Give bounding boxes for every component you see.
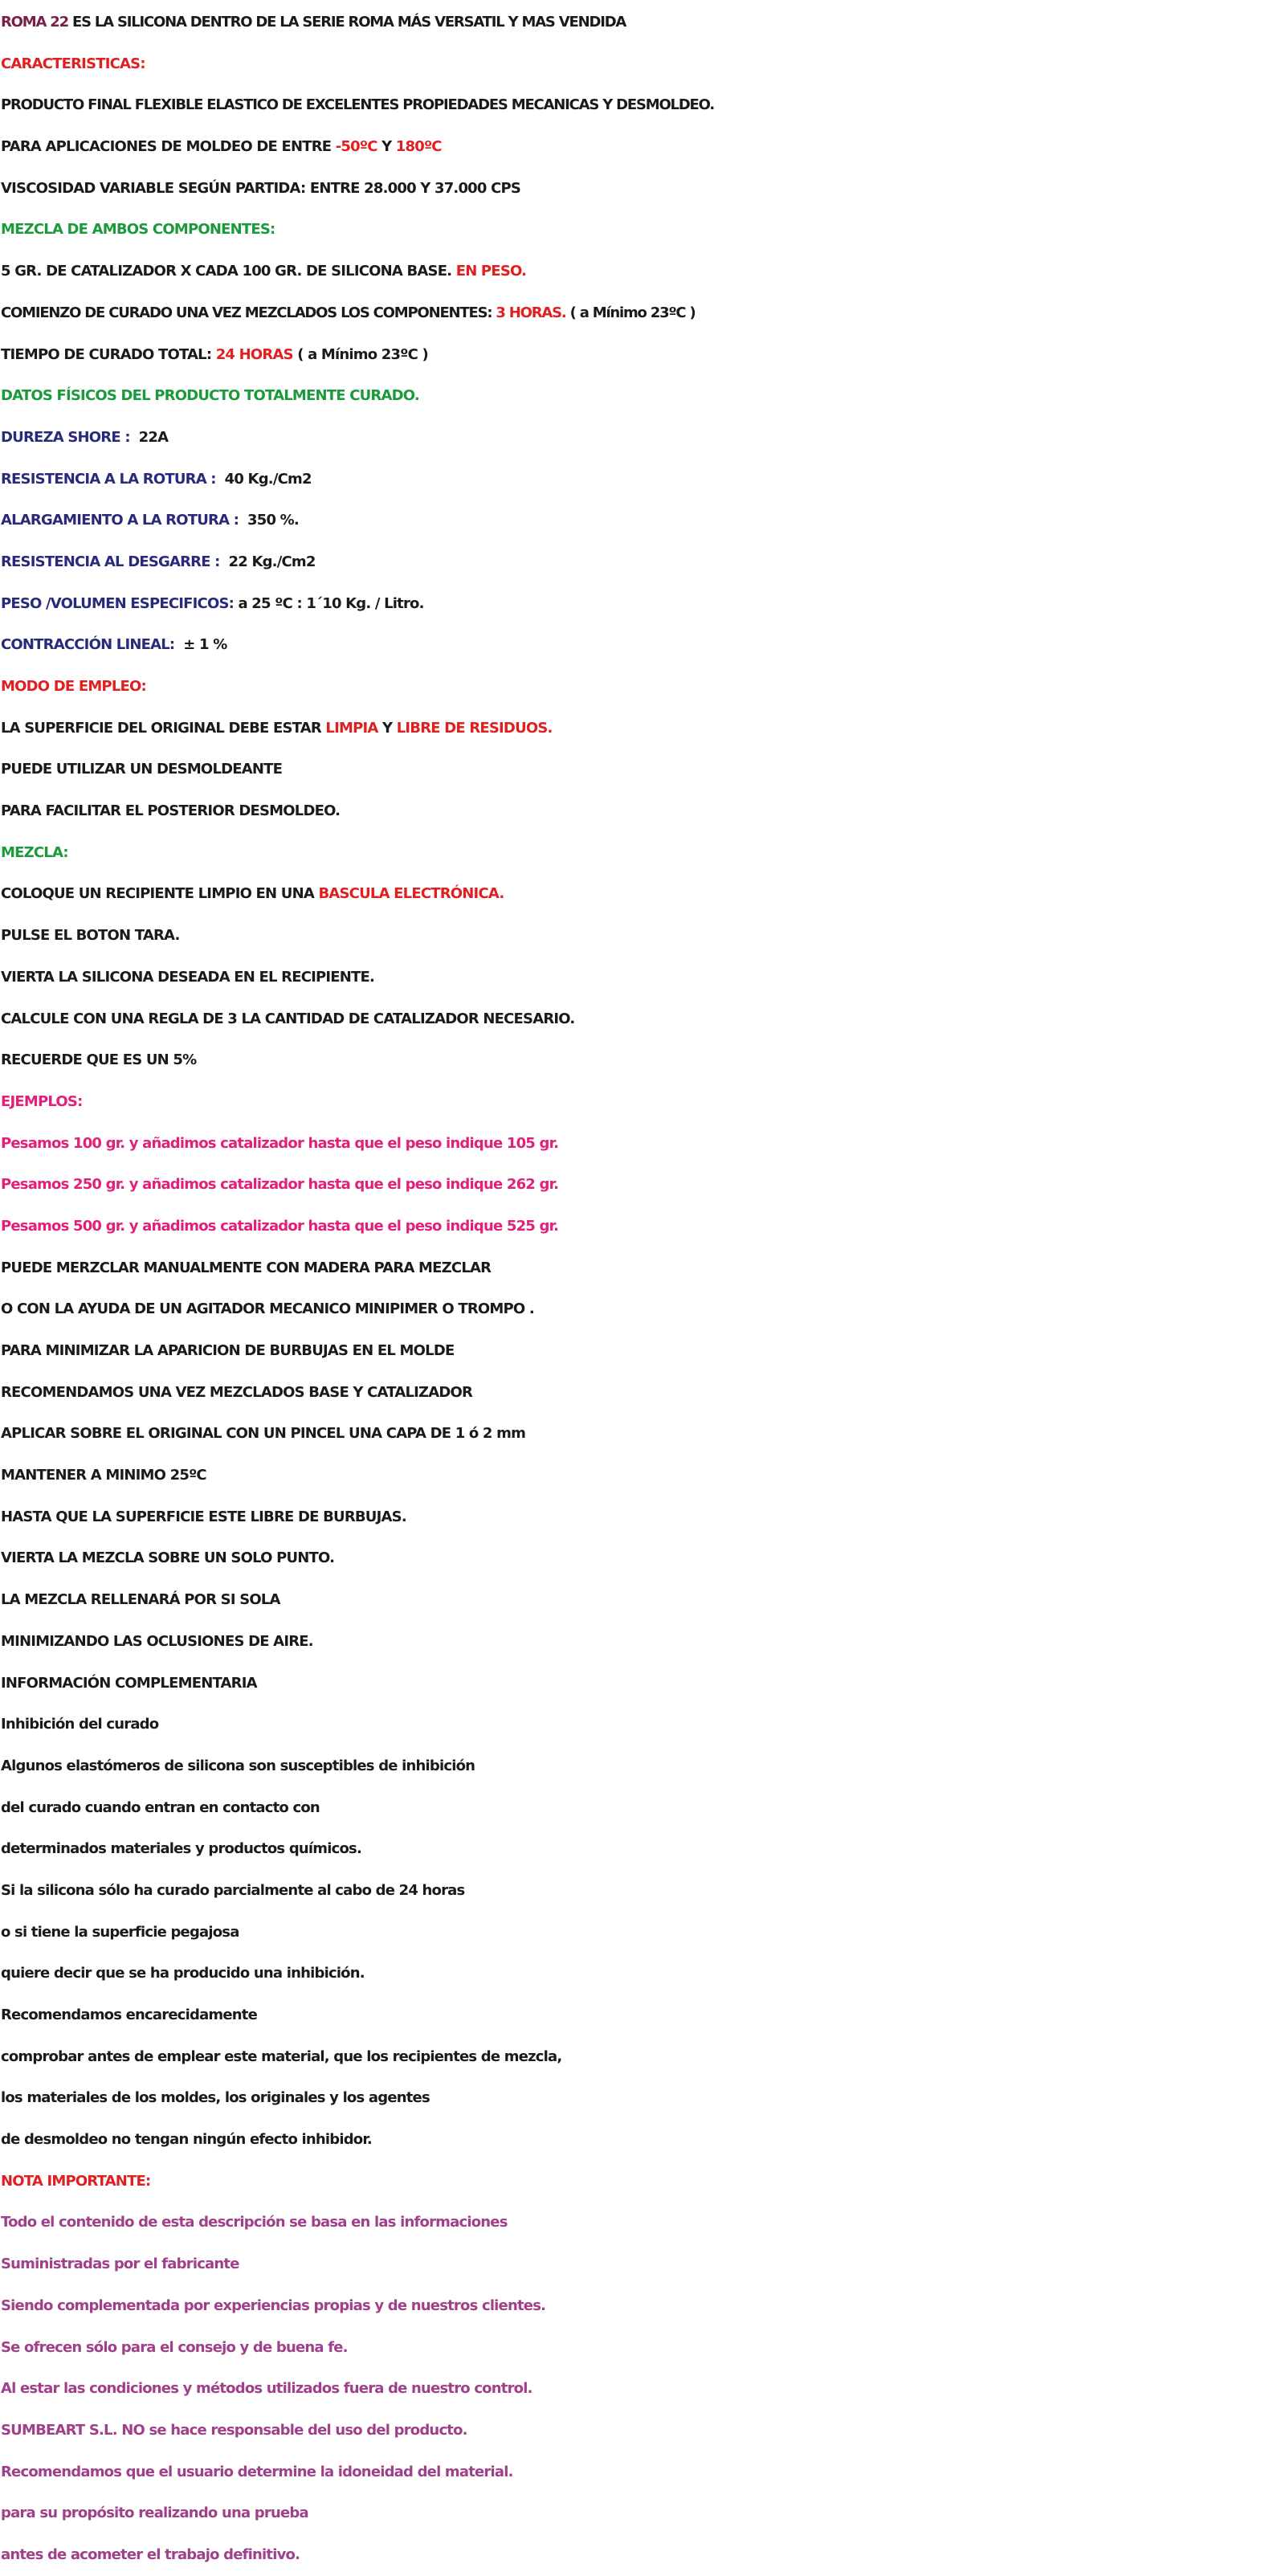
text-line (0, 1164, 1281, 1206)
text-line (0, 873, 1281, 915)
text-segment: Recomendamos encarecidamente (1, 2007, 258, 2023)
text-line (0, 1288, 1281, 1330)
text-segment: MINIMIZANDO LAS OCLUSIONES DE AIRE. (1, 1632, 313, 1650)
text-segment: 22 Kg./Cm2 (219, 553, 316, 570)
text-segment: Recomendamos que el usuario determine la idoneidad del material. (1, 2463, 513, 2480)
text-line (0, 209, 1281, 251)
text-line (0, 2492, 1281, 2534)
text-segment: EJEMPLOS: (1, 1092, 83, 1110)
text-line (0, 2202, 1281, 2243)
text-segment: del curado cuando entran en contacto con (1, 1798, 320, 1816)
text-line (0, 1912, 1281, 1953)
text-line (0, 1704, 1281, 1745)
text-segment: MODO DE EMPLEO: (1, 678, 146, 695)
text-line (0, 1039, 1281, 1081)
text-line (0, 500, 1281, 541)
text-segment: Al estar las condiciones y métodos utilizados fuera de nuestro control. (1, 2380, 532, 2398)
text-line (0, 168, 1281, 210)
text-segment: CONTRACCIÓN LINEAL: (1, 636, 175, 654)
text-line (0, 957, 1281, 998)
text-segment: Si la silicona sólo ha curado parcialmente al cabo de 24 horas (1, 1881, 465, 1899)
text-line (0, 790, 1281, 832)
text-line (0, 2, 1281, 43)
text-line (0, 417, 1281, 459)
text-segment: RESISTENCIA A LA ROTURA : (1, 470, 216, 488)
text-line (0, 2410, 1281, 2451)
text-segment: ± 1 % (174, 636, 227, 654)
text-segment: 5 GR. DE CATALIZADOR X CADA 100 GR. DE SILICONA BASE. (1, 263, 456, 280)
text-segment: Inhibición del curado (1, 1716, 159, 1733)
text-segment: ROMA 22 (1, 14, 68, 31)
text-line (0, 2036, 1281, 2078)
text-line (0, 666, 1281, 708)
text-segment: MEZCLA: (1, 843, 68, 861)
text-segment: Pesamos 500 gr. y añadimos catalizador hasta que el peso indique 525 gr. (1, 1217, 559, 1235)
text-line (0, 1496, 1281, 1538)
text-line (0, 375, 1281, 417)
text-segment: LIMPIA (325, 719, 378, 737)
text-segment: RECUERDE QUE ES UN 5% (1, 1051, 197, 1069)
text-line (0, 1828, 1281, 1870)
text-segment: 24 HORAS (215, 345, 293, 363)
text-segment: COLOQUE UN RECIPIENTE LIMPIO EN UNA (1, 885, 319, 903)
text-segment: DATOS FÍSICOS DEL PRODUCTO TOTALMENTE CURADO. (1, 387, 419, 405)
text-line (0, 2368, 1281, 2410)
text-line (0, 1247, 1281, 1289)
text-segment: CALCULE CON UNA REGLA DE 3 LA CANTIDAD DE CATALIZADOR NECESARIO. (1, 1010, 575, 1027)
text-segment: comprobar antes de emplear este material, que los recipientes de mezcla, (1, 2047, 562, 2065)
text-segment: O CON LA AYUDA DE UN AGITADOR MECANICO MINIPIMER O TROMPO . (1, 1300, 534, 1318)
text-segment: 350 %. (239, 512, 299, 529)
text-segment: Todo el contenido de esta descripción se basa en las informaciones (1, 2214, 508, 2231)
text-line (0, 292, 1281, 334)
text-line (0, 1579, 1281, 1621)
text-segment: MANTENER A MINIMO 25ºC (1, 1467, 206, 1484)
text-line (0, 1953, 1281, 1994)
text-line (0, 1081, 1281, 1123)
text-segment: LA MEZCLA RELLENARÁ POR SI SOLA (1, 1591, 280, 1609)
text-segment: Suministradas por el fabricante (1, 2256, 239, 2273)
text-line (0, 1621, 1281, 1663)
text-line (0, 2077, 1281, 2119)
text-segment: PARA FACILITAR EL POSTERIOR DESMOLDEO. (1, 802, 341, 820)
text-line (0, 708, 1281, 749)
text-segment: Pesamos 100 gr. y añadimos catalizador hasta que el peso indique 105 gr. (1, 1134, 559, 1152)
text-line (0, 624, 1281, 666)
text-line (0, 459, 1281, 500)
text-line (0, 541, 1281, 583)
text-segment: RECOMENDAMOS UNA VEZ MEZCLADOS BASE Y CATALIZADOR (1, 1383, 473, 1401)
text-segment: Y (377, 138, 396, 156)
text-segment: VIERTA LA MEZCLA SOBRE UN SOLO PUNTO. (1, 1549, 335, 1567)
text-segment: PARA MINIMIZAR LA APARICION DE BURBUJAS EN EL MOLDE (1, 1342, 455, 1359)
text-segment: VISCOSIDAD VARIABLE SEGÚN PARTIDA: ENTRE 28.000 Y 37.000 CPS (1, 179, 521, 197)
text-line (0, 2534, 1281, 2576)
text-line (0, 583, 1281, 625)
text-line (0, 1413, 1281, 1455)
text-segment: PULSE EL BOTON TARA. (1, 927, 180, 945)
text-segment: LA SUPERFICIE DEL ORIGINAL DEBE ESTAR (1, 719, 326, 737)
text-line (0, 334, 1281, 376)
text-segment: COMIENZO DE CURADO UNA VEZ MEZCLADOS LOS COMPONENTES: (1, 304, 496, 321)
text-segment: o si tiene la superficie pegajosa (1, 1923, 239, 1941)
text-line (0, 1994, 1281, 2036)
text-segment: ( a Mínimo 23ºC ) (292, 345, 428, 363)
text-segment: PESO /VOLUMEN ESPECIFICOS: (1, 594, 235, 612)
text-segment: TIEMPO DE CURADO TOTAL: (1, 345, 216, 363)
text-segment: PARA APLICACIONES DE MOLDEO DE ENTRE (1, 138, 336, 156)
text-segment: para su propósito realizando una prueba (1, 2505, 308, 2522)
text-segment: CARACTERISTICAS: (1, 55, 145, 72)
text-segment: -50ºC (335, 138, 377, 156)
text-segment: Y (377, 719, 397, 737)
text-line (0, 1745, 1281, 1787)
text-segment: Siendo complementada por experiencias propias y de nuestros clientes. (1, 2296, 546, 2314)
text-line (0, 915, 1281, 957)
text-segment: HASTA QUE LA SUPERFICIE ESTE LIBRE DE BURBUJAS. (1, 1508, 406, 1525)
text-segment: Algunos elastómeros de silicona son susceptibles de inhibición (1, 1757, 475, 1774)
text-segment: MEZCLA DE AMBOS COMPONENTES: (1, 221, 275, 239)
text-segment: determinados materiales y productos químicos. (1, 1840, 361, 1858)
text-segment: DUREZA SHORE : (1, 428, 130, 446)
text-line (0, 998, 1281, 1040)
text-segment: los materiales de los moldes, los originales y los agentes (1, 2089, 430, 2107)
text-segment: EN PESO. (455, 263, 527, 280)
text-segment: de desmoldeo no tengan ningún efecto inhibidor. (1, 2131, 372, 2149)
text-segment: LIBRE DE RESIDUOS. (396, 719, 553, 737)
text-segment: antes de acometer el trabajo definitivo. (1, 2545, 300, 2563)
text-line (0, 126, 1281, 168)
text-line (0, 1206, 1281, 1247)
text-line (0, 749, 1281, 790)
text-segment: RESISTENCIA AL DESGARRE : (1, 553, 220, 570)
text-line (0, 43, 1281, 85)
text-segment: 40 Kg./Cm2 (215, 470, 312, 488)
text-line (0, 2119, 1281, 2161)
text-segment: ES LA SILICONA DENTRO DE LA SERIE ROMA MÁS VERSATIL Y MAS VENDIDA (67, 14, 626, 31)
text-segment: 180ºC (395, 138, 442, 156)
text-segment: INFORMACIÓN COMPLEMENTARIA (1, 1674, 257, 1692)
text-segment: 22A (129, 428, 169, 446)
text-segment: 3 HORAS. (496, 304, 566, 321)
text-line (0, 1663, 1281, 1704)
text-line (0, 2327, 1281, 2369)
text-line (0, 1787, 1281, 1829)
text-line (0, 832, 1281, 874)
text-segment: SUMBEART S.L. NO se hace responsable del uso del producto. (1, 2421, 467, 2439)
text-segment: PRODUCTO FINAL FLEXIBLE ELASTICO DE EXCELENTES PROPIEDADES MECANICAS Y DESMOLDEO. (1, 96, 715, 114)
text-line (0, 1330, 1281, 1372)
text-line (0, 84, 1281, 126)
text-segment: BASCULA ELECTRÓNICA. (318, 885, 504, 903)
text-segment: NOTA IMPORTANTE: (1, 2172, 151, 2190)
text-line (0, 2161, 1281, 2202)
text-line (0, 2451, 1281, 2493)
text-segment: Pesamos 250 gr. y añadimos catalizador hasta que el peso indique 262 gr. (1, 1176, 559, 1194)
text-line (0, 1123, 1281, 1165)
text-line (0, 2285, 1281, 2327)
text-line (0, 1372, 1281, 1414)
text-segment: VIERTA LA SILICONA DESEADA EN EL RECIPIENTE. (1, 968, 375, 986)
text-line (0, 1870, 1281, 1912)
text-segment: ALARGAMIENTO A LA ROTURA : (1, 512, 239, 529)
text-line (0, 2243, 1281, 2285)
text-segment: APLICAR SOBRE EL ORIGINAL CON UN PINCEL UNA CAPA DE 1 ó 2 mm (1, 1425, 526, 1443)
text-segment: Se ofrecen sólo para el consejo y de buena fe. (1, 2338, 348, 2356)
text-segment: ( a Mínimo 23ºC ) (565, 304, 696, 321)
text-line (0, 1455, 1281, 1496)
text-line (0, 1537, 1281, 1579)
text-line (0, 251, 1281, 292)
text-segment: quiere decir que se ha producido una inhibición. (1, 1965, 365, 1982)
text-segment: PUEDE MERZCLAR MANUALMENTE CON MADERA PARA MEZCLAR (1, 1259, 492, 1276)
text-segment: a 25 ºC : 1´10 Kg. / Litro. (234, 594, 424, 612)
text-segment: PUEDE UTILIZAR UN DESMOLDEANTE (1, 761, 283, 778)
